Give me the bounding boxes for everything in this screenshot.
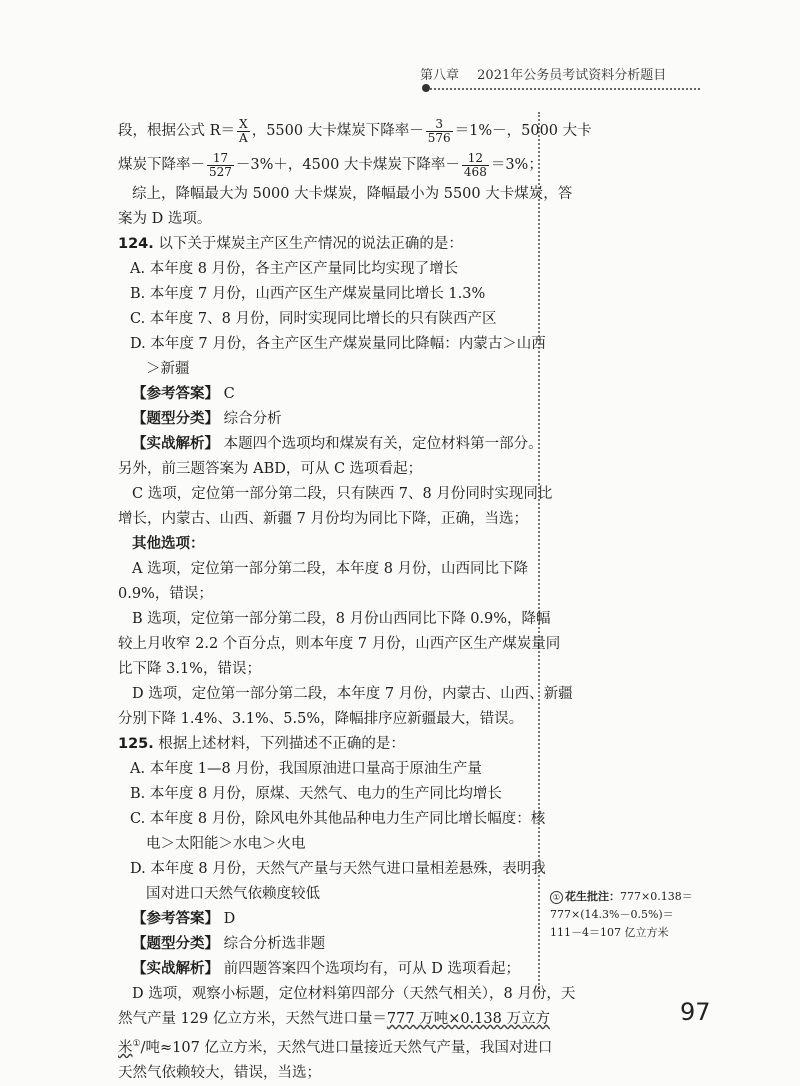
formula-fraction xyxy=(237,118,250,145)
option-a: A. 本年度 1—8 月份，我国原油进口量高于原油生产量 xyxy=(130,761,482,777)
analysis-text: 本题四个选项均和煤炭有关，定位材料第一部分。 xyxy=(223,436,543,452)
summary-line-1: 综上，降幅最大为 5000 大卡煤炭，降幅最小为 5500 大卡煤炭，答 xyxy=(132,186,573,202)
header-bullet xyxy=(422,84,430,92)
question-number: 124. xyxy=(118,236,154,252)
note-line-2: 777×(14.3%－0.5%)＝ xyxy=(550,908,674,921)
fraction-denominator: 576 xyxy=(427,130,451,145)
type-label: 【题型分类】 xyxy=(132,936,219,952)
answer-row xyxy=(118,382,530,407)
question-text: 根据上述材料，下列描述不正确的是： xyxy=(158,736,405,752)
text-span: 段，根据公式 R＝ xyxy=(118,123,236,139)
type-value: 综合分析 xyxy=(223,411,282,427)
option-d-continued: ＞新疆 xyxy=(146,361,190,377)
analysis-text: 前四题答案四个选项均有，可从 D 选项看起； xyxy=(223,961,520,977)
fraction-numerator: 12 xyxy=(462,152,489,166)
note-line-1: 777×0.138＝ xyxy=(620,890,693,903)
running-header xyxy=(420,64,720,83)
option-a-analysis-2: 0.9%，错误； xyxy=(118,586,213,602)
book-title: 2021年公务员考试资料分析题目 xyxy=(477,68,667,83)
answer-value: D xyxy=(223,911,236,927)
fraction-5000 xyxy=(207,152,234,179)
fraction-denominator: 527 xyxy=(209,164,232,179)
option-d-analysis-1: D 选项，观察小标题，定位材料第四部分（天然气相关），8 月份，天 xyxy=(132,986,576,1002)
note-label: 花生批注： xyxy=(565,890,620,903)
type-value: 综合分析选非题 xyxy=(223,936,326,952)
option-c: C. 本年度 8 月份，除风电外其他品种电力生产同比增长幅度：核 xyxy=(130,811,546,827)
option-d-analysis-2 xyxy=(118,1007,550,1032)
option-d-analysis-1: D 选项，定位第一部分第二段，本年度 7 月份，内蒙古、山西、新疆 xyxy=(132,686,573,702)
answer-value: C xyxy=(223,386,235,402)
option-d-analysis-4: 天然气依赖较大，错误，当选； xyxy=(118,1064,321,1081)
text-span: －3%＋，4500 大卡煤炭下降率－ xyxy=(235,157,460,173)
fraction-denominator: A xyxy=(239,130,248,145)
fraction-numerator: X xyxy=(237,118,250,132)
side-annotation xyxy=(550,888,725,942)
main-text xyxy=(118,114,592,1086)
option-d: D. 本年度 8 月份，天然气产量与天然气进口量相差悬殊，表明我 xyxy=(130,861,546,877)
question-125 xyxy=(118,732,530,757)
header-rule xyxy=(430,88,700,90)
note-line-3: 111－4＝107 亿立方米 xyxy=(550,926,669,939)
question-124 xyxy=(118,232,530,257)
fraction-denominator: 468 xyxy=(463,164,487,179)
option-d-analysis-3 xyxy=(118,1032,553,1061)
text-span: 然气产量 129 亿立方米，天然气进口量＝ xyxy=(118,1011,387,1027)
option-a: A. 本年度 8 月份，各主产区产量同比均实现了增长 xyxy=(130,261,459,277)
option-b-analysis-3: 比下降 3.1%，错误； xyxy=(118,661,261,677)
summary-line-2: 案为 D 选项。 xyxy=(118,211,212,227)
text-span: /吨≈107 亿立方米，天然气进口量接近天然气产量，我国对进口 xyxy=(140,1039,553,1056)
option-c-analysis-1: C 选项，定位第一部分第二段，只有陕西 7、8 月份同时实现同比 xyxy=(132,486,553,502)
answer-row xyxy=(118,907,530,932)
chapter-label: 第八章 xyxy=(420,68,460,83)
analysis-label: 【实战解析】 xyxy=(132,961,219,977)
type-label: 【题型分类】 xyxy=(132,411,219,427)
option-b-analysis-2: 较上月收窄 2.2 个百分点，则本年度 7 月份，山西产区生产煤炭量同 xyxy=(118,636,561,652)
question-number: 125. xyxy=(118,736,154,752)
fraction-4500 xyxy=(462,152,489,179)
type-row xyxy=(118,932,530,957)
text-span: ＝1%－，5000 大卡 xyxy=(454,123,592,139)
page-number: 97 xyxy=(680,998,711,1026)
text-span: ＝3%； xyxy=(490,157,543,173)
option-c-continued: 电＞太阳能＞水电＞火电 xyxy=(146,836,306,852)
type-row xyxy=(118,407,530,432)
option-b: B. 本年度 8 月份，原煤、天然气、电力的生产同比均增长 xyxy=(130,786,502,802)
note-marker: ① xyxy=(132,1039,141,1049)
circled-one-icon: ① xyxy=(550,891,563,904)
option-d: D. 本年度 7 月份，各主产区生产煤炭量同比降幅：内蒙古＞山西 xyxy=(130,336,546,352)
analysis-row xyxy=(118,432,543,457)
question-text: 以下关于煤炭主产区生产情况的说法正确的是： xyxy=(158,236,463,252)
answer-label: 【参考答案】 xyxy=(132,386,219,402)
note-title-row xyxy=(550,888,725,906)
analysis-line: 另外，前三题答案为 ABD，可从 C 选项看起； xyxy=(118,461,423,477)
option-a-analysis-1: A 选项，定位第一部分第二段，本年度 8 月份，山西同比下降 xyxy=(132,561,529,577)
fraction-5500 xyxy=(426,118,453,145)
intro-line-1 xyxy=(118,114,592,148)
analysis-label: 【实战解析】 xyxy=(132,436,219,452)
fraction-numerator: 17 xyxy=(207,152,234,166)
option-c-analysis-2: 增长，内蒙古、山西、新疆 7 月份均为同比下降，正确，当选； xyxy=(118,511,528,527)
highlighted-calculation: 米 xyxy=(118,1039,133,1056)
fraction-numerator: 3 xyxy=(426,118,453,132)
option-b: B. 本年度 7 月份，山西产区生产煤炭量同比增长 1.3% xyxy=(130,286,486,302)
option-b-analysis-1: B 选项，定位第一部分第二段，8 月份山西同比下降 0.9%，降幅 xyxy=(132,611,551,627)
text-span: 煤炭下降率－ xyxy=(118,157,205,173)
option-d-analysis-2: 分别下降 1.4%、3.1%、5.5%，降幅排序应新疆最大，错误。 xyxy=(118,711,524,727)
analysis-row xyxy=(118,957,530,982)
option-d-continued: 国对进口天然气依赖度较低 xyxy=(146,886,320,902)
intro-line-2 xyxy=(118,148,543,182)
other-options-label: 其他选项： xyxy=(132,536,205,552)
text-span: ，5500 大卡煤炭下降率－ xyxy=(251,123,424,139)
answer-label: 【参考答案】 xyxy=(132,911,219,927)
highlighted-calculation: 777 万吨×0.138 万立方 xyxy=(386,1011,550,1027)
option-c: C. 本年度 7、8 月份，同时实现同比增长的只有陕西产区 xyxy=(130,311,497,327)
